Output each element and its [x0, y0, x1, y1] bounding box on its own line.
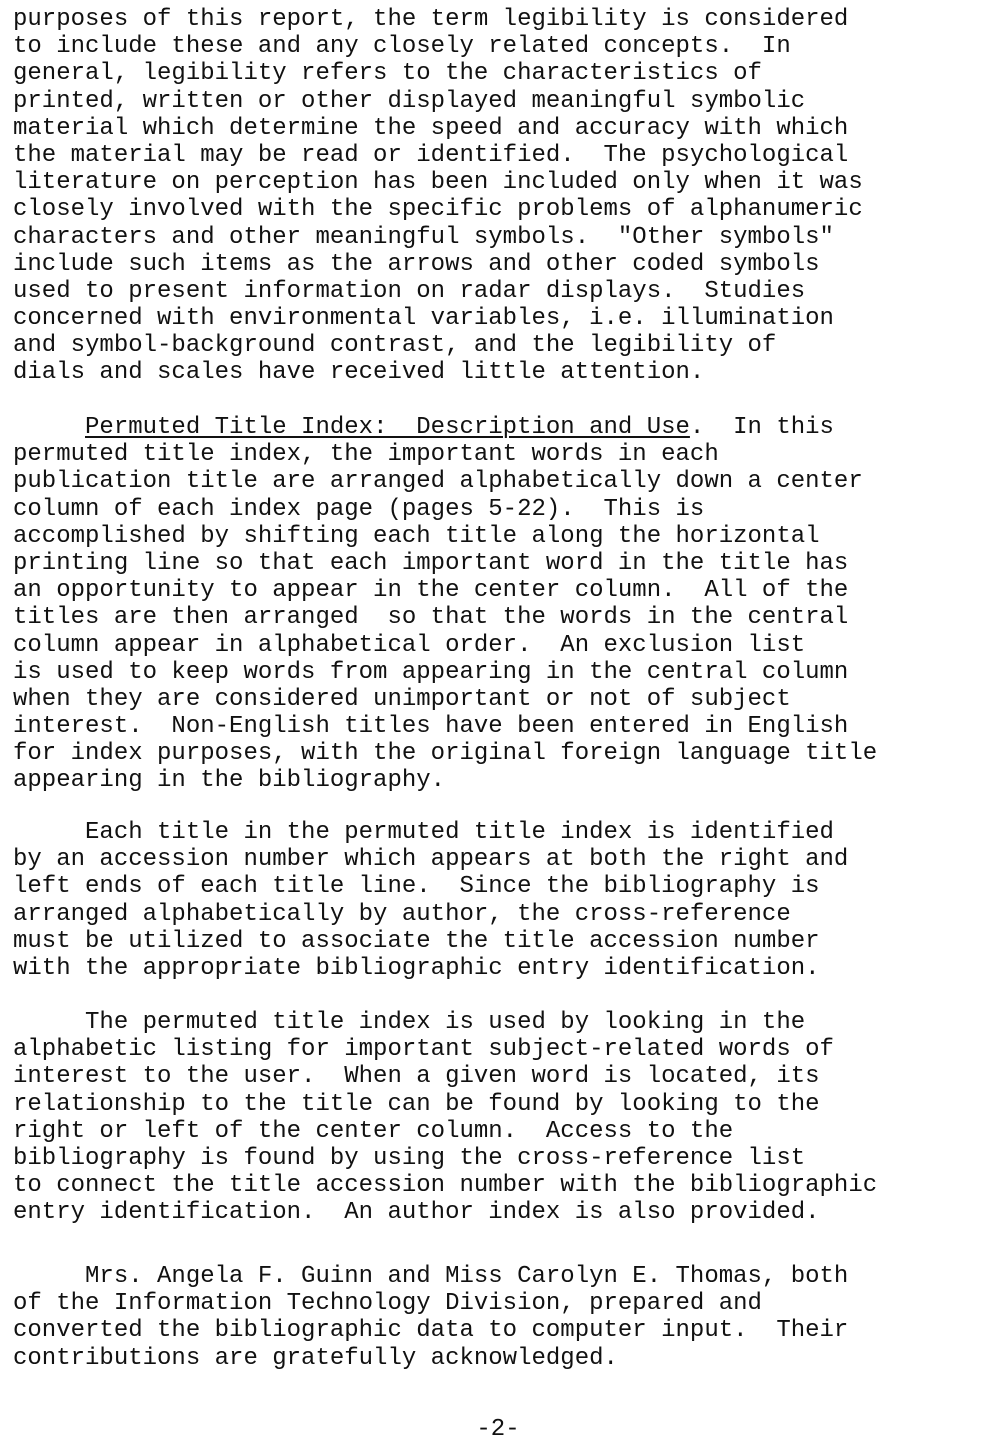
paragraph-index-usage	[13, 1009, 993, 1227]
text-line: converted the bibliographic data to computer input. Their	[13, 1317, 849, 1345]
text-line: accomplished by shifting each title along the horizontal	[13, 522, 820, 550]
text-line: when they are considered unimportant or not of subject	[13, 685, 791, 713]
text-line: to connect the title accession number with the bibliographic	[13, 1172, 878, 1200]
text-line: titles are then arranged so that the words in the central	[13, 604, 849, 632]
text-line: permuted title index, the important words in each	[13, 441, 719, 469]
page-number: -2-	[476, 1416, 520, 1443]
heading-trailing-text: . In this	[689, 414, 834, 441]
text-line: for index purposes, with the original foreign language title	[13, 740, 878, 768]
text-line: column of each index page (pages 5-22). This is	[13, 495, 705, 523]
section-heading: Permuted Title Index: Description and Use	[85, 414, 690, 441]
text-line: dials and scales have received little attention.	[13, 359, 705, 387]
text-line: Each title in the permuted title index is identified	[13, 819, 834, 846]
text-line: closely involved with the specific problems of alphanumeric	[13, 196, 863, 224]
text-line: of the Information Technology Division, prepared and	[13, 1290, 762, 1318]
text-line: and symbol-background contrast, and the legibility of	[13, 332, 777, 360]
text-line: arranged alphabetically by author, the cross-reference	[13, 900, 791, 928]
text-line: the material may be read or identified. The psychological	[13, 141, 849, 169]
text-line: characters and other meaningful symbols. "Other symbols"	[13, 223, 834, 251]
text-line: must be utilized to associate the title accession number	[13, 927, 820, 955]
text-line: publication title are arranged alphabetically down a center	[13, 468, 863, 496]
text-line: column appear in alphabetical order. An exclusion list	[13, 631, 806, 659]
text-line: concerned with environmental variables, i.e. illumination	[13, 305, 834, 333]
paragraph-permuted-index-description	[13, 414, 993, 795]
text-line	[13, 414, 993, 441]
text-line: left ends of each title line. Since the bibliography is	[13, 873, 820, 901]
indent	[13, 414, 85, 441]
paragraph-legibility-scope	[13, 6, 993, 387]
text-line: material which determine the speed and accuracy with which	[13, 114, 849, 142]
text-line: The permuted title index is used by looking in the	[13, 1009, 806, 1036]
text-line: interest to the user. When a given word is located, its	[13, 1063, 820, 1091]
text-line: an opportunity to appear in the center column. All of the	[13, 577, 849, 605]
text-line: to include these and any closely related concepts. In	[13, 33, 791, 61]
text-line: entry identification. An author index is also provided.	[13, 1199, 820, 1227]
text-line: with the appropriate bibliographic entry identification.	[13, 954, 820, 982]
paragraph-accession-numbers	[13, 819, 993, 982]
text-line: include such items as the arrows and other coded symbols	[13, 250, 820, 278]
text-line: is used to keep words from appearing in the central column	[13, 658, 849, 686]
text-line: used to present information on radar displays. Studies	[13, 277, 806, 305]
text-line: by an accession number which appears at both the right and	[13, 846, 849, 874]
text-line: bibliography is found by using the cross-reference list	[13, 1144, 806, 1172]
paragraph-acknowledgments	[13, 1263, 993, 1372]
text-line: interest. Non-English titles have been entered in English	[13, 713, 849, 741]
text-line: purposes of this report, the term legibility is considered	[13, 6, 849, 33]
text-line: alphabetic listing for important subject-related words of	[13, 1036, 834, 1064]
text-line: printing line so that each important word in the title has	[13, 549, 849, 577]
text-line: contributions are gratefully acknowledged.	[13, 1344, 618, 1372]
text-line: Mrs. Angela F. Guinn and Miss Carolyn E. Thomas, both	[13, 1263, 849, 1290]
text-line: printed, written or other displayed meaningful symbolic	[13, 87, 806, 115]
text-line: relationship to the title can be found by looking to the	[13, 1090, 820, 1118]
text-line: general, legibility refers to the characteristics of	[13, 60, 762, 88]
text-line: literature on perception has been included only when it was	[13, 169, 863, 197]
text-line: appearing in the bibliography.	[13, 767, 446, 795]
text-line: right or left of the center column. Access to the	[13, 1117, 734, 1145]
